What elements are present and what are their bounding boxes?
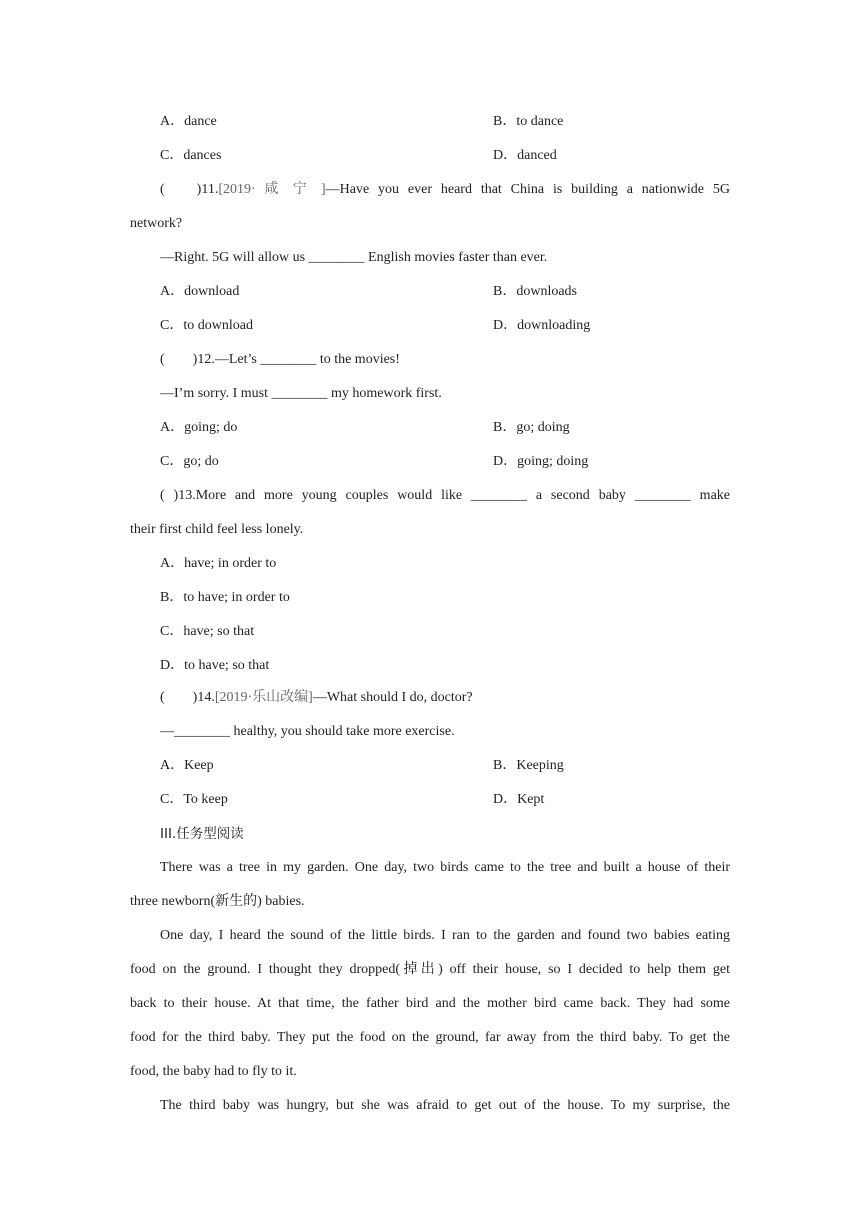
q10-option-d: D．danced [493, 148, 557, 163]
q14-reply: —________ healthy, you should take more exercise. [160, 724, 455, 739]
q11-option-a: A．download [160, 284, 240, 299]
q11-reply: —Right. 5G will allow us ________ English movies faster than ever. [160, 250, 548, 265]
q14-option-b: B．Keeping [493, 758, 564, 773]
q13-option-a: A．have; in order to [160, 556, 277, 571]
passage-p2-line5: food, the baby had to fly to it. [130, 1064, 297, 1079]
q14-option-c: C．To keep [160, 792, 228, 807]
q11-source: [2019· 咸 宁 ] [218, 182, 326, 197]
q13-option-c: C．have; so that [160, 624, 255, 639]
q12-option-b: B．go; doing [493, 420, 570, 435]
q11-option-d: D．downloading [493, 318, 591, 333]
q14-option-d: D．Kept [493, 792, 545, 807]
q11-option-c: C．to download [160, 318, 253, 333]
q13-stem-cont: their first child feel less lonely. [130, 522, 304, 537]
passage-p2-line4: food for the third baby. They put the food on the ground, far away from the third baby. To get the [130, 1030, 730, 1045]
passage-p2-line2: food on the ground. I thought they dropped(掉出) off their house, so I decided to help them get [130, 962, 730, 977]
q11-stem-cont: network? [130, 216, 183, 231]
q14-source: [2019·乐山改编] [214, 690, 313, 705]
q12-stem: ( )12.—Let’s ________ to the movies! [160, 352, 400, 367]
q11-paren-open: ( [160, 182, 165, 197]
passage-p2-line3: back to their house. At that time, the father bird and the mother bird came back. They had some [130, 996, 730, 1011]
q11-option-b: B．downloads [493, 284, 577, 299]
q11-number: )11. [196, 182, 219, 197]
q14-stem [160, 688, 730, 708]
q10-option-c: C．dances [160, 148, 222, 163]
q10-option-b: B．to dance [493, 114, 564, 129]
q11-stem-text: —Have you ever heard that China is building a nationwide 5G [325, 182, 730, 197]
passage-p2-line1: One day, I heard the sound of the little birds. I ran to the garden and found two babies eating [160, 928, 730, 943]
q14-number: ( )14. [160, 690, 215, 705]
q13-stem: ( )13.More and more young couples would like ________ a second baby ________ make [160, 488, 730, 503]
q14-option-a: A．Keep [160, 758, 214, 773]
q12-option-d: D．going; doing [493, 454, 589, 469]
q14-stem-text: —What should I do, doctor? [312, 690, 473, 705]
passage-p1-line2: three newborn(新生的) babies. [130, 894, 305, 909]
q12-option-c: C．go; do [160, 454, 219, 469]
q10-option-a: A．dance [160, 114, 217, 129]
passage-p3-line1: The third baby was hungry, but she was afraid to get out of the house. To my surprise, the [160, 1098, 730, 1113]
passage-p1-line1: There was a tree in my garden. One day, two birds came to the tree and built a house of their [160, 860, 730, 875]
q12-option-a: A．going; do [160, 420, 238, 435]
q13-option-d: D．to have; so that [160, 658, 270, 673]
q13-option-b: B．to have; in order to [160, 590, 290, 605]
section-title: III.任务型阅读 [160, 826, 244, 842]
q11-stem [160, 180, 730, 200]
q12-reply: —I’m sorry. I must ________ my homework first. [160, 386, 442, 401]
